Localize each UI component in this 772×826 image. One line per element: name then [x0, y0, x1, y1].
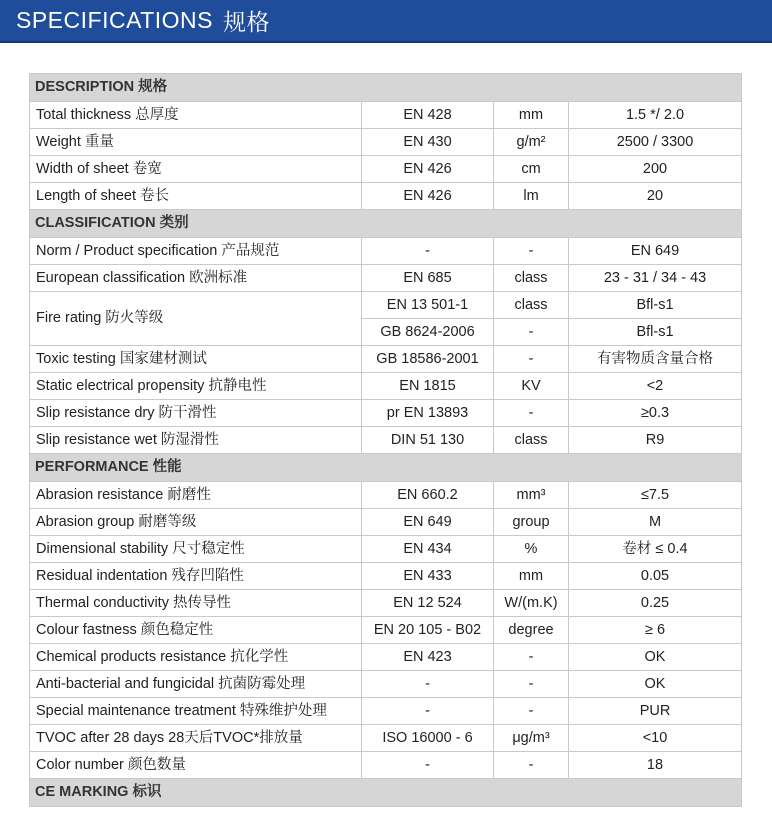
spec-description: Weight 重量: [30, 129, 362, 156]
spec-standard: pr EN 13893: [362, 400, 494, 427]
table-row: [30, 671, 742, 698]
table-row: [30, 183, 742, 210]
spec-description: Toxic testing 国家建材测试: [30, 346, 362, 373]
spec-value: 有害物质含量合格: [569, 346, 742, 373]
spec-unit: -: [494, 238, 569, 265]
spec-description: Fire rating 防火等级: [30, 292, 362, 346]
page-title-banner: [0, 0, 772, 43]
spec-unit: -: [494, 346, 569, 373]
spec-unit: -: [494, 319, 569, 346]
spec-unit: class: [494, 427, 569, 454]
spec-standard: -: [362, 238, 494, 265]
spec-unit: class: [494, 265, 569, 292]
spec-description: Special maintenance treatment 特殊维护处理: [30, 698, 362, 725]
spec-value: 18: [569, 752, 742, 779]
table-row: [30, 482, 742, 509]
table-row: [30, 373, 742, 400]
spec-description: TVOC after 28 days 28天后TVOC*排放量: [30, 725, 362, 752]
spec-value: 1.5 */ 2.0: [569, 102, 742, 129]
spec-value: R9: [569, 427, 742, 454]
spec-standard: EN 660.2: [362, 482, 494, 509]
table-row: [30, 509, 742, 536]
spec-unit: class: [494, 292, 569, 319]
spec-standard: DIN 51 130: [362, 427, 494, 454]
spec-value: ≥ 6: [569, 617, 742, 644]
spec-standard: EN 428: [362, 102, 494, 129]
page-title-cn: 规格: [223, 9, 270, 35]
spec-value: M: [569, 509, 742, 536]
table-row: [30, 427, 742, 454]
spec-unit: KV: [494, 373, 569, 400]
spec-value: PUR: [569, 698, 742, 725]
spec-value: <10: [569, 725, 742, 752]
spec-unit: mm: [494, 102, 569, 129]
spec-standard: EN 20 105 - B02: [362, 617, 494, 644]
spec-standard: -: [362, 671, 494, 698]
spec-unit: group: [494, 509, 569, 536]
table-row: [30, 752, 742, 779]
spec-unit: -: [494, 671, 569, 698]
spec-standard: EN 423: [362, 644, 494, 671]
spec-unit: μg/m³: [494, 725, 569, 752]
spec-standard: EN 649: [362, 509, 494, 536]
spec-description: Chemical products resistance 抗化学性: [30, 644, 362, 671]
spec-value: OK: [569, 671, 742, 698]
spec-value: 0.05: [569, 563, 742, 590]
table-row: [30, 292, 742, 319]
spec-standard: EN 1815: [362, 373, 494, 400]
table-row: [30, 238, 742, 265]
table-row: [30, 644, 742, 671]
spec-value: Bfl-s1: [569, 292, 742, 319]
spec-unit: -: [494, 698, 569, 725]
spec-value: <2: [569, 373, 742, 400]
spec-unit: g/m²: [494, 129, 569, 156]
spec-unit: degree: [494, 617, 569, 644]
spec-standard: EN 430: [362, 129, 494, 156]
table-row: [30, 400, 742, 427]
section-title: PERFORMANCE 性能: [30, 454, 742, 482]
spec-unit: -: [494, 400, 569, 427]
table-row: [30, 536, 742, 563]
page-title: SPECIFICATIONS: [16, 7, 213, 33]
spec-standard: GB 18586-2001: [362, 346, 494, 373]
spec-standard: EN 685: [362, 265, 494, 292]
spec-description: Abrasion resistance 耐磨性: [30, 482, 362, 509]
spec-value: 200: [569, 156, 742, 183]
table-row: [30, 698, 742, 725]
table-row: [30, 590, 742, 617]
spec-description: Length of sheet 卷长: [30, 183, 362, 210]
spec-description: Color number 颜色数量: [30, 752, 362, 779]
spec-description: Anti-bacterial and fungicidal 抗菌防霉处理: [30, 671, 362, 698]
specifications-table: [29, 73, 742, 807]
spec-value: 20: [569, 183, 742, 210]
table-row: [30, 156, 742, 183]
spec-description: Residual indentation 残存凹陷性: [30, 563, 362, 590]
spec-standard: EN 426: [362, 183, 494, 210]
spec-value: ≤7.5: [569, 482, 742, 509]
table-row: [30, 346, 742, 373]
table-row: [30, 129, 742, 156]
section-header-row: [30, 210, 742, 238]
table-row: [30, 617, 742, 644]
section-header-row: [30, 454, 742, 482]
spec-description: Abrasion group 耐磨等级: [30, 509, 362, 536]
table-row: [30, 102, 742, 129]
spec-standard: EN 12 524: [362, 590, 494, 617]
spec-unit: lm: [494, 183, 569, 210]
spec-unit: -: [494, 752, 569, 779]
section-title: CLASSIFICATION 类别: [30, 210, 742, 238]
spec-standard: -: [362, 752, 494, 779]
section-header-row: [30, 779, 742, 807]
spec-unit: mm³: [494, 482, 569, 509]
spec-description: Static electrical propensity 抗静电性: [30, 373, 362, 400]
spec-unit: W/(m.K): [494, 590, 569, 617]
specifications-table-body: [30, 74, 742, 807]
spec-unit: %: [494, 536, 569, 563]
spec-standard: EN 13 501-1: [362, 292, 494, 319]
spec-standard: -: [362, 698, 494, 725]
spec-description: Dimensional stability 尺寸稳定性: [30, 536, 362, 563]
spec-unit: cm: [494, 156, 569, 183]
spec-standard: EN 434: [362, 536, 494, 563]
section-title: DESCRIPTION 规格: [30, 74, 742, 102]
spec-description: European classification 欧洲标准: [30, 265, 362, 292]
spec-description: Slip resistance wet 防湿滑性: [30, 427, 362, 454]
spec-description: Width of sheet 卷宽: [30, 156, 362, 183]
spec-value: 0.25: [569, 590, 742, 617]
spec-standard: ISO 16000 - 6: [362, 725, 494, 752]
spec-value: OK: [569, 644, 742, 671]
spec-value: EN 649: [569, 238, 742, 265]
spec-description: Thermal conductivity 热传导性: [30, 590, 362, 617]
spec-description: Norm / Product specification 产品规范: [30, 238, 362, 265]
table-row: [30, 563, 742, 590]
spec-description: Total thickness 总厚度: [30, 102, 362, 129]
section-title: CE MARKING 标识: [30, 779, 742, 807]
spec-unit: mm: [494, 563, 569, 590]
spec-value: Bfl-s1: [569, 319, 742, 346]
table-row: [30, 725, 742, 752]
section-header-row: [30, 74, 742, 102]
spec-description: Colour fastness 颜色稳定性: [30, 617, 362, 644]
spec-value: 卷材 ≤ 0.4: [569, 536, 742, 563]
table-row: [30, 265, 742, 292]
spec-standard: EN 426: [362, 156, 494, 183]
spec-unit: -: [494, 644, 569, 671]
spec-value: ≥0.3: [569, 400, 742, 427]
spec-value: 2500 / 3300: [569, 129, 742, 156]
spec-standard: EN 433: [362, 563, 494, 590]
spec-description: Slip resistance dry 防干滑性: [30, 400, 362, 427]
spec-standard: GB 8624-2006: [362, 319, 494, 346]
spec-value: 23 - 31 / 34 - 43: [569, 265, 742, 292]
